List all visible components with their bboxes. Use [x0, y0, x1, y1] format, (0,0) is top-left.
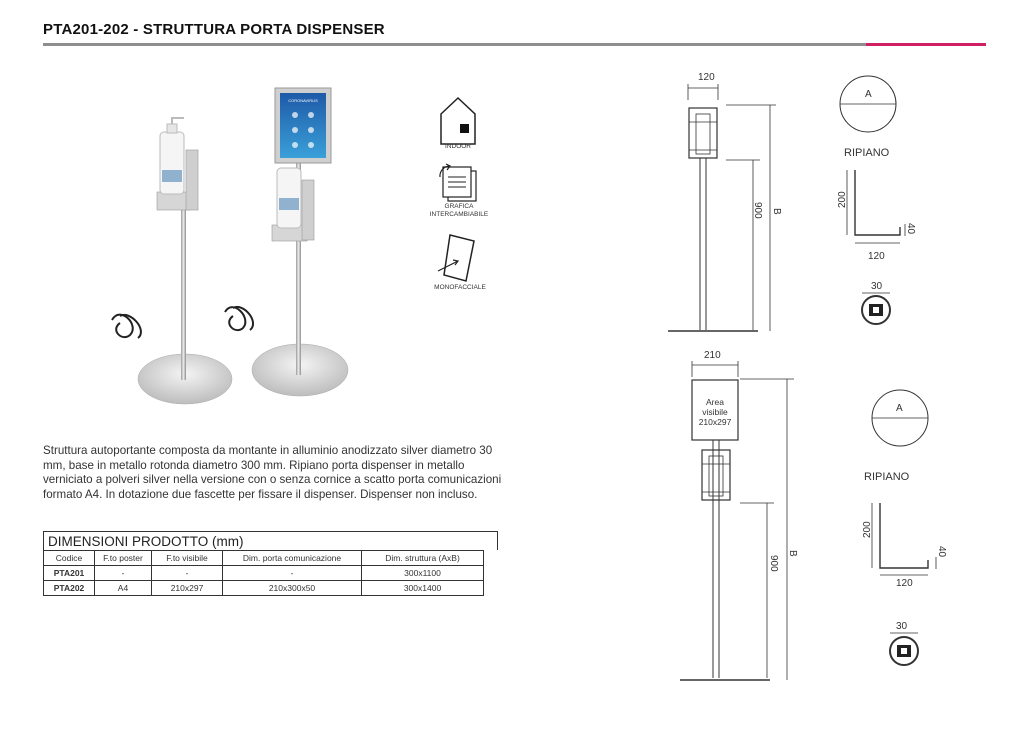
area-label-line2: visibile: [702, 407, 728, 417]
column-header: Dim. struttura (AxB): [362, 551, 484, 566]
shelf-height-label: 200: [837, 191, 848, 208]
height-label: 900: [752, 202, 763, 219]
product-photo: [100, 80, 360, 415]
column-header: Dim. porta comunicazione: [223, 551, 362, 566]
table-cell: PTA202: [44, 581, 95, 596]
pole-diameter-label: 30: [896, 621, 908, 632]
table-row: [44, 566, 484, 581]
indoor-label: INDOOR: [445, 143, 471, 150]
product-description: Struttura autoportante composta da montante in alluminio anodizzato silver diametro 30 mm, base in metallo rotonda diametro 300 mm. Ripiano porta dispenser in metallo verniciato a polveri silver nella versione con o senza cornice a scatto porta comunicazioni formato A4. In dotazione due fascette per fissare il dispenser. Dispenser non incluso.: [43, 444, 502, 501]
technical-drawing-pta202: [640, 345, 960, 690]
table-cell: PTA201: [44, 566, 95, 581]
header-rule: [43, 43, 866, 46]
header-accent-rule: [866, 43, 986, 46]
column-header: F.to visibile: [152, 551, 223, 566]
table-cell: -: [95, 566, 152, 581]
width-label: 120: [698, 72, 715, 83]
pole-diameter-label: 30: [871, 281, 883, 292]
total-height-label: B: [771, 208, 782, 215]
shelf-title: RIPIANO: [864, 471, 910, 483]
table-cell: -: [152, 566, 223, 581]
shelf-depth-label: 120: [868, 251, 885, 262]
area-label-line1: Area: [706, 397, 724, 407]
interchangeable-graphic-label: GRAFICA INTERCAMBIABILE: [429, 203, 489, 218]
table-cell: 210x297: [152, 581, 223, 596]
total-height-label: B: [787, 550, 798, 557]
table-header-row: [44, 551, 484, 566]
shelf-lip-label: 40: [905, 223, 916, 235]
table-cell: 300x1100: [362, 566, 484, 581]
poster-heading: CORONAVIRUS: [288, 98, 318, 103]
table-cell: 300x1400: [362, 581, 484, 596]
base-diameter-label: A: [896, 403, 903, 414]
shelf-lip-label: 40: [936, 546, 947, 558]
width-label: 210: [704, 350, 721, 361]
single-sided-label: MONOFACCIALE: [434, 284, 486, 291]
interchangeable-graphic-icon: [436, 163, 482, 205]
table-row: [44, 581, 484, 596]
technical-drawing-pta201: [640, 60, 960, 350]
table-cell: 210x300x50: [223, 581, 362, 596]
stand-pta201: [138, 118, 232, 404]
column-header: Codice: [44, 551, 95, 566]
table-cell: A4: [95, 581, 152, 596]
single-sided-icon: [436, 233, 478, 283]
shelf-height-label: 200: [862, 521, 873, 538]
dimensions-table: [43, 550, 484, 596]
shelf-depth-label: 120: [896, 578, 913, 589]
table-cell: -: [223, 566, 362, 581]
area-label-line3: 210x297: [698, 417, 732, 427]
indoor-icon: [438, 94, 478, 146]
column-header: F.to poster: [95, 551, 152, 566]
stand-pta202: [252, 88, 348, 396]
height-label: 900: [768, 555, 779, 572]
shelf-title: RIPIANO: [844, 147, 890, 159]
dimensions-table-title: DIMENSIONI PRODOTTO (mm): [43, 531, 498, 550]
page-title: PTA201-202 - STRUTTURA PORTA DISPENSER: [43, 21, 385, 38]
base-diameter-label: A: [865, 89, 872, 100]
